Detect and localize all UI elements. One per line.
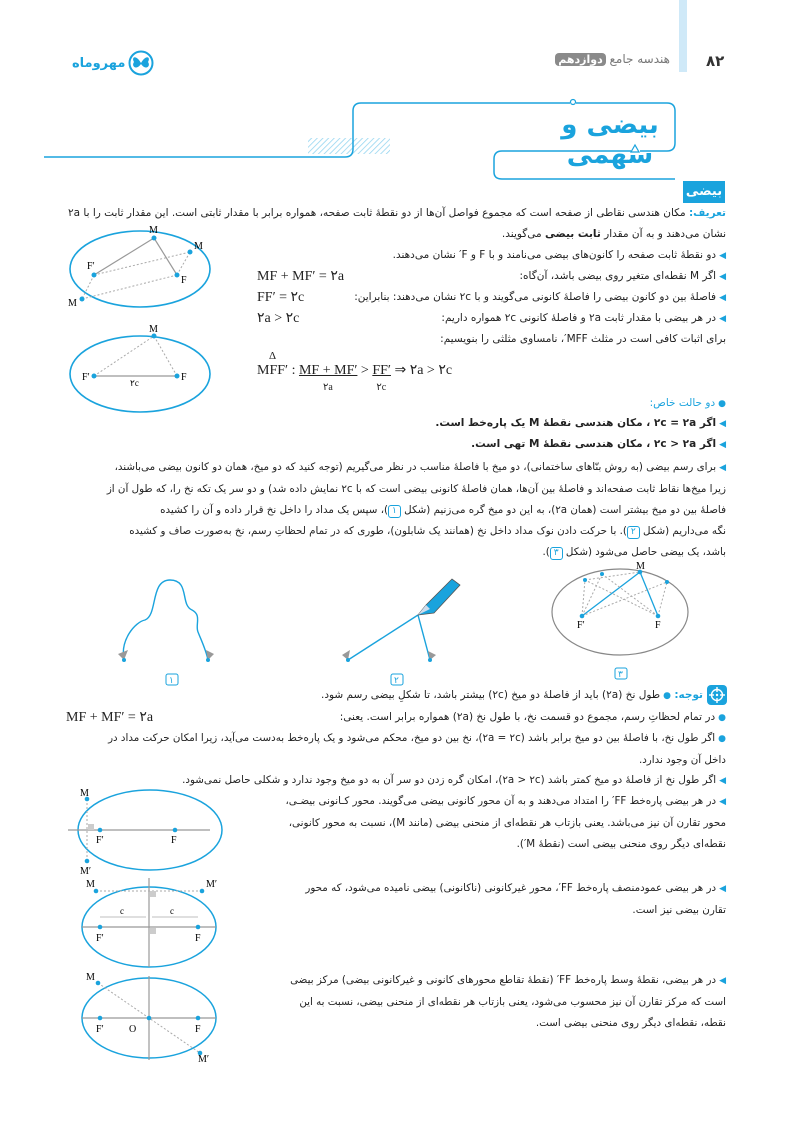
figure-number-3: ۳	[618, 670, 623, 680]
label-Mp: M′	[198, 1054, 210, 1065]
dot-bullet-icon: ●	[718, 399, 726, 409]
drawing-text: باشد، یک بیضی حاصل می‌شود (شکل	[565, 546, 726, 558]
publisher-name: مهروماه	[72, 55, 126, 71]
triangle-symbol: Δ	[269, 350, 277, 362]
nonfocal-text: در هر بیضی عمودمنصف پاره‌خط FF′، محور غیرکانونی (ناکانونی) بیضی نامیده می‌شود، که محور	[305, 882, 717, 894]
note-line	[60, 750, 726, 771]
label-M: M	[636, 561, 645, 572]
note-formula: MF + MF′ = ۲a	[66, 710, 154, 725]
drawing-text: نگه می‌داریم (شکل	[643, 525, 726, 537]
book-title	[520, 52, 670, 66]
point-text: اگر M نقطه‌ای متغیر روی بیضی باشد، آن‌گاه:	[519, 270, 717, 282]
triangle-bullet-icon: ◀	[719, 251, 726, 261]
butterfly-logo-icon	[128, 50, 154, 76]
page-number: ۸۲	[706, 52, 725, 70]
definition-line-1	[60, 203, 726, 224]
definition-label: تعریف:	[688, 207, 726, 219]
drawing-line	[40, 457, 726, 479]
label-2c: ۲c	[130, 378, 139, 388]
drawing-text: زیرا میخ‌ها نقاط ثابت صفحه‌اند و فاصلهٔ بین آن‌ها، همان فاصلهٔ کانونی بیضی است که با ۲c نمایش داده شد) و دو سر یک تکه نخ را، که طول آن از	[106, 483, 726, 495]
drawing-line	[40, 500, 726, 521]
center-line	[250, 1013, 726, 1034]
proof-gt: >	[360, 363, 369, 378]
label-F: F	[181, 275, 187, 286]
note-text: اگر طول نخ، با فاصلهٔ بین دو میخ برابر باشد (۲a = ۲c)، نخ بین دو میخ، محکم می‌شود و یک پاره‌خط به‌دست می‌آید، زیرا امکان حرکت مداد در	[108, 732, 716, 744]
drawing-line	[40, 479, 726, 500]
focal-text: محور تقارن آن نیز می‌باشد. یعنی بازتاب هر نقطه‌ای از منحنی بیضی (مانند M)، نسبت به محور کانونی،	[288, 817, 726, 829]
figure-number-1: ۱	[169, 676, 174, 686]
nonfocal-axis-figure	[60, 873, 218, 968]
special-case-text: اگر ۲c > ۲a ، مکان هندسی نقطهٔ M تهی است.	[471, 438, 717, 450]
drawing-text: ).	[542, 546, 550, 558]
focal-text: نقطه‌ای دیگر روی منحنی بیضی است (نقطهٔ M′).	[516, 838, 726, 850]
center-text-line: است که مرکز تقارن آن نیز محسوب می‌شود، یعنی بازتاب هر نقطه‌ای از منحنی بیضی، نسبت به این	[299, 996, 726, 1008]
label-M: M	[194, 241, 203, 252]
center-line	[250, 992, 726, 1013]
label-O: O	[129, 1024, 137, 1035]
point-3	[330, 287, 726, 309]
book-title-text: هندسه جامع	[609, 52, 670, 66]
drawing-line	[40, 521, 726, 542]
label-Mp: M′	[206, 879, 218, 890]
label-F: F	[195, 1024, 201, 1035]
proof-ff: FF′	[372, 363, 391, 378]
ellipse-drawing-figure	[545, 562, 695, 687]
focal-line	[250, 834, 726, 855]
triangle-bullet-icon: ◀	[719, 314, 726, 324]
note-text: در تمام لحظاتِ رسم، مجموع دو قسمت نخ، با طول نخ (۲a) همواره برابر است. یعنی:	[339, 711, 716, 723]
label-Fp: F′	[87, 261, 95, 272]
center-text-line: نقطه، نقطه‌ای دیگر روی منحنی بیضی است.	[535, 1017, 726, 1029]
proof-under-sum: ۲a	[322, 382, 333, 393]
label-Fp: F′	[577, 620, 585, 631]
note-label: توجه:	[674, 689, 703, 701]
definition-text-3: می‌گویند.	[501, 228, 542, 240]
special-case-1	[380, 413, 726, 435]
triangle-bullet-icon: ◀	[719, 776, 726, 786]
triangle-bullet-icon: ◀	[719, 463, 726, 473]
triangle-bullet-icon: ◀	[719, 976, 726, 986]
focal-line	[250, 813, 726, 834]
focal-text: در هر بیضی پاره‌خط FF′ را امتداد می‌دهند و به آن محور کانونی بیضی می‌گویند. محور کـانونی بیضـی،	[285, 795, 717, 807]
ellipse-figure-1	[60, 222, 220, 312]
label-F: F	[655, 620, 661, 631]
label-F: F	[181, 372, 187, 383]
proof-lhs: MFF′ :	[257, 363, 296, 378]
label-M: M	[68, 298, 77, 309]
nonfocal-axis-text	[250, 878, 726, 921]
point-2	[380, 266, 726, 288]
figure-ref-1: ۱	[388, 505, 401, 518]
proof-sum: MF + MF′	[298, 363, 358, 378]
dot-bullet-icon: ●	[718, 713, 726, 723]
note-bullet-1	[320, 707, 726, 729]
proof-under-ff: ۲c	[376, 382, 387, 393]
focal-axis-figure	[60, 785, 210, 875]
center-line	[250, 970, 726, 992]
point-2-formula: MF + MF′ = ۲a	[257, 269, 345, 284]
triangle-bullet-icon: ◀	[719, 272, 726, 282]
triangle-bullet-icon: ◀	[719, 884, 726, 894]
point-text: در هر بیضی با مقدار ثابت ۲a و فاصلهٔ کانونی ۲c همواره داریم:	[441, 312, 717, 324]
triangle-bullet-icon: ◀	[719, 293, 726, 303]
note-line	[60, 728, 726, 750]
center-figure	[60, 968, 210, 1063]
definition-text: مکان هندسی نقاطی از صفحه است که مجموع فواصل آن‌ها از دو نقطهٔ ثابت صفحه، همواره برابر با مقدار ثابتی است. این مقدار ثابت را با ۲a	[67, 207, 686, 219]
note-text: طول نخ (۲a) باید از فاصلهٔ دو میخ (۲c) بیشتر باشد، تا شکلِ بیضی رسم شود.	[320, 689, 661, 701]
triangle-bullet-icon: ◀	[719, 797, 726, 807]
section-title: بیضی	[683, 181, 725, 203]
point-text: فاصلهٔ بین دو کانون بیضی را فاصلهٔ کانونی می‌گویند و با ۲c نشان می‌دهند: بنابراین:	[354, 291, 717, 303]
note-text: داخل آن وجود ندارد.	[638, 754, 726, 766]
triangle-bullet-icon: ◀	[719, 419, 726, 429]
special-case-2	[380, 434, 726, 456]
pencil-figure	[330, 575, 470, 685]
definition-bold: ثابت بیضی	[545, 228, 601, 240]
drawing-line	[40, 542, 726, 563]
label-M: M	[86, 879, 95, 890]
label-c: c	[170, 906, 174, 916]
special-title-text: دو حالت خاص:	[649, 397, 716, 409]
point-text: دو نقطهٔ ثابت صفحه را کانون‌های بیضی می‌نامند و با F و F′ نشان می‌دهند.	[392, 249, 717, 261]
nonfocal-line	[250, 900, 726, 921]
label-Mp: M′	[80, 866, 92, 877]
label-M: M	[86, 972, 95, 983]
note-line-1	[300, 685, 703, 707]
label-M: M	[80, 788, 89, 799]
label-Fp: F′	[96, 1024, 104, 1035]
drawing-text: )، سپس یک مداد را داخل نخ قرار داده و آن را کشیده	[160, 504, 389, 516]
label-M: M	[149, 324, 158, 335]
target-icon	[707, 685, 727, 705]
drawing-paragraph	[40, 457, 726, 563]
point-3-formula: FF′ = ۲c	[257, 290, 305, 305]
proof-implies: ⇒ ۲a > ۲c	[394, 363, 453, 378]
label-Fp: F′	[96, 933, 104, 944]
triangle-bullet-icon: ◀	[719, 440, 726, 450]
drawing-text: ). با حرکت دادن نوک مداد داخل نخ (همانند یک شابلون)، طوری که در تمام لحظاتِ رسم، نخ به‌صورت صاف و کشیده	[129, 525, 627, 537]
header-side-bar	[679, 0, 687, 72]
center-text-line: در هر بیضی، نقطهٔ وسط پاره‌خط FF′ (نقطهٔ تقاطع محورهای کانونی و غیرکانونی بیضی) مرکز بیضی	[290, 974, 717, 986]
label-F: F	[195, 933, 201, 944]
focal-line	[250, 791, 726, 813]
nonfocal-text: تقارن بیضی نیز است.	[632, 904, 726, 916]
special-title	[500, 393, 726, 415]
figure-ref-3: ۳	[550, 547, 563, 560]
label-c: c	[120, 906, 124, 916]
dot-bullet-icon: ●	[718, 734, 726, 744]
publisher-logo	[72, 50, 154, 76]
label-Fp: F′	[82, 372, 90, 383]
note-text: اگر طول نخ از فاصلهٔ دو میخ کمتر باشد (۲a > ۲c)، امکان گره زدن دو سر آن به دو میخ وجود ندارد و شکلی حاصل نمی‌شود.	[182, 774, 717, 786]
drawing-text: فاصلهٔ بین دو میخ بیشتر است (همان ۲a)، به این دو میخ گره می‌زنیم (شکل	[404, 504, 726, 516]
proof-text: برای اثبات کافی است در مثلث MFF′، نامساوی مثلثی را بنویسیم:	[440, 333, 726, 345]
chapter-title: بیضی و سهمی	[561, 110, 659, 170]
figure-ref-2: ۲	[627, 526, 640, 539]
ellipse-figure-2	[60, 322, 220, 412]
label-Fp: F′	[96, 835, 104, 846]
proof-formula	[257, 350, 453, 393]
nonfocal-line	[250, 878, 726, 900]
dot-bullet-icon: ●	[663, 691, 671, 701]
grade-badge: دوازدهم	[555, 53, 605, 66]
focal-axis-text	[250, 791, 726, 855]
note-bullet-2	[60, 728, 726, 771]
point-4	[380, 308, 726, 330]
string-figure	[110, 570, 230, 685]
label-M: M	[149, 225, 158, 236]
drawing-text: برای رسم بیضی (به روش بنّاهای ساختمانی)، دو میخ با فاصلهٔ مناسب در نظر می‌گیریم (توجه کنید که دو میخ، همان دو کانون بیضی می‌باشند،	[114, 461, 717, 473]
note-bullet-3	[120, 770, 726, 792]
label-F: F	[171, 835, 177, 846]
point-4-formula: ۲a > ۲c	[257, 311, 300, 326]
special-case-text: اگر ۲c = ۲a ، مکان هندسی نقطهٔ M یک پاره‌خط است.	[435, 417, 717, 429]
definition-text-2: نشان می‌دهند و به آن مقدار	[604, 228, 726, 240]
point-1	[250, 245, 726, 267]
center-text	[250, 970, 726, 1034]
figure-number-2: ۲	[394, 676, 399, 686]
